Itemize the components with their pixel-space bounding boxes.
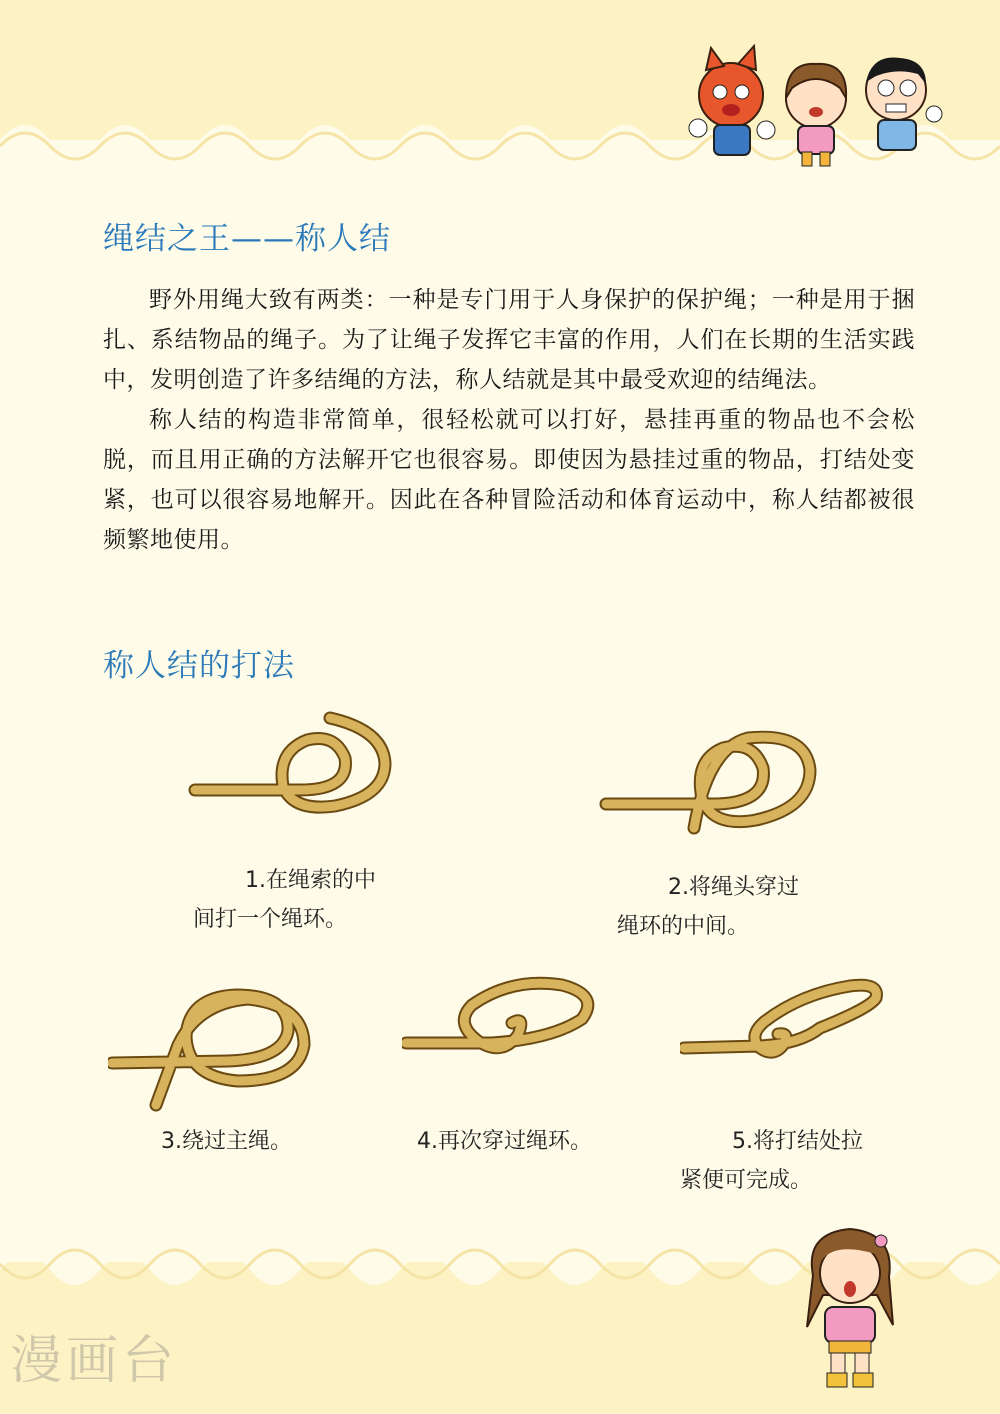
step-1-caption-line1: 1.在绳索的中 [245, 868, 376, 893]
step-5-caption-line2: 紧便可完成。 [680, 1168, 813, 1193]
section-title-bowline-king: 绳结之王——称人结 [103, 221, 391, 257]
intro-text-block [103, 280, 915, 560]
section-title-tying-method: 称人结的打法 [103, 648, 295, 684]
girl-character-illustration [795, 1215, 905, 1390]
watermark: 漫画台 [10, 1331, 179, 1391]
paragraph-2: 称人结的构造非常简单，很轻松就可以打好，悬挂再重的物品也不会松脱，而且用正确的方法解开它也很容易。即使因为悬挂过重的物品，打结处变紧，也可以很容易地解开。因此在各种冒险活动和体育运动中，称人结都被很频繁地使用。 [103, 407, 915, 553]
three-running-kids-illustration [686, 40, 946, 170]
step-3-rope-illustration [108, 985, 318, 1115]
step-1-rope-illustration [185, 708, 405, 818]
paragraph-1: 野外用绳大致有两类：一种是专门用于人身保护的保护绳；一种是用于捆扎、系结物品的绳子。为了让绳子发挥它丰富的作用，人们在长期的生活实践中，发明创造了许多结绳的方法，称人结就是其中最受欢迎的结绳法。 [103, 287, 915, 393]
step-1-caption-line2: 间打一个绳环。 [193, 907, 348, 932]
step-2-caption-line1: 2.将绳头穿过 [668, 875, 799, 900]
step-3-caption: 3.绕过主绳。 [161, 1129, 292, 1154]
step-4-rope-illustration [402, 975, 602, 1075]
step-5-rope-illustration [680, 978, 890, 1078]
step-5-caption-line1: 5.将打结处拉 [732, 1129, 863, 1154]
step-4-caption: 4.再次穿过绳环。 [417, 1129, 592, 1154]
step-2-rope-illustration [598, 718, 828, 838]
step-2-caption-line2: 绳环的中间。 [617, 914, 750, 939]
